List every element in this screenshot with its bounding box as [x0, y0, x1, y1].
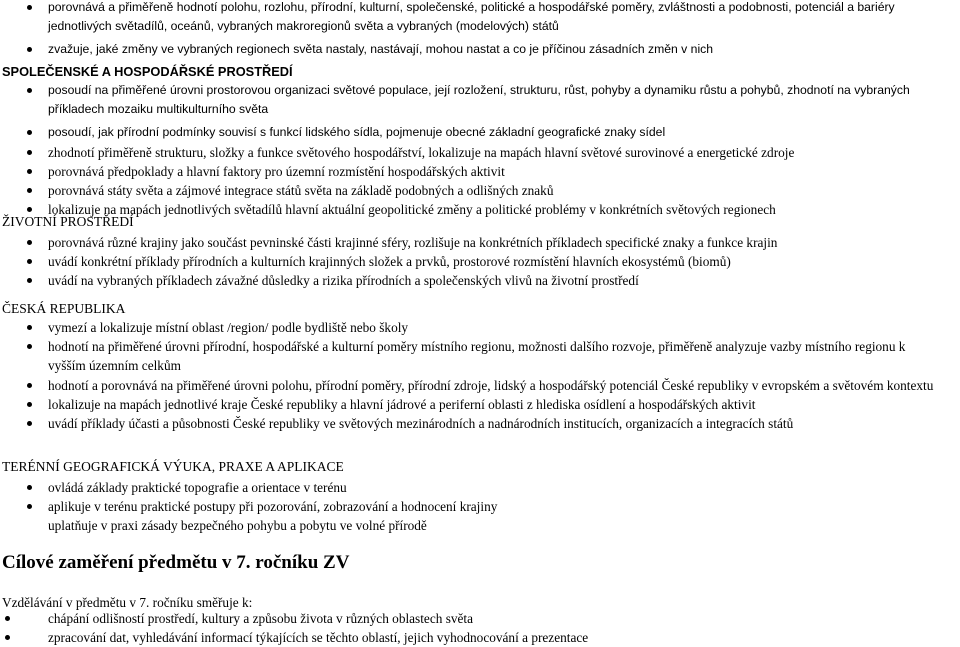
list-item: aplikuje v terénu praktické postupy při pozorování, zobrazování a hodnocení krajiny	[0, 497, 960, 516]
list-item: zpracování dat, vyhledávání informací týkajících se těchto oblastí, jejich vyhodnocování a prezentace	[0, 628, 960, 647]
goal-intro: Vzdělávání v předmětu v 7. ročníku směřuje k:	[2, 595, 253, 610]
section-heading-environment: ŽIVOTNÍ PROSTŘEDÍ	[2, 214, 134, 229]
list-item: hodnotí a porovnává na přiměřené úrovni polohu, přírodní poměry, přírodní zdroje, lidský a hospodářský potenciál České republiky v evropském a světovém kontextu	[0, 376, 960, 395]
list-item: lokalizuje na mapách jednotlivých světadílů hlavní aktuální geopolitické změny a politické problémy v konkrétních světových regionech	[0, 200, 960, 219]
list-item: lokalizuje na mapách jednotlivé kraje České republiky a hlavní jádrové a periferní oblasti z hlediska osídlení a hospodářských aktivit	[0, 395, 960, 414]
list-item: uvádí příklady účasti a působnosti České republiky ve světových mezinárodních a nadnárodních institucích, organizacích a integracích států	[0, 414, 960, 433]
list-item: posoudí na přiměřené úrovni prostorovou organizaci světové populace, její rozložení, strukturu, růst, pohyby a dynamiku růstu a pohybů, zhodnotí na vybraných příkladech mozaiku multikulturního světa	[0, 81, 960, 119]
list-item: ovládá základy praktické topografie a orientace v terénu	[0, 478, 960, 497]
goal-heading: Cílové zaměření předmětu v 7. ročníku ZV	[2, 552, 350, 573]
list-item: zvažuje, jaké změny ve vybraných regionech světa nastaly, nastávají, mohou nastat a co je příčinou zásadních změn v nich	[0, 40, 960, 59]
social-list	[0, 81, 960, 219]
section-heading-social: SPOLEČENSKÉ A HOSPODÁŘSKÉ PROSTŘEDÍ	[2, 64, 293, 79]
field-list	[0, 478, 960, 536]
czech-republic-list	[0, 318, 960, 433]
list-item: chápání odlišností prostředí, kultury a způsobu života v různých oblastech světa	[0, 609, 960, 628]
list-item: porovnává předpoklady a hlavní faktory pro územní rozmístění hospodářských aktivit	[0, 162, 960, 181]
list-item: posoudí, jak přírodní podmínky souvisí s funkcí lidského sídla, pojmenuje obecné základní geografické znaky sídel	[0, 123, 960, 142]
section-heading-czech-republic: ČESKÁ REPUBLIKA	[2, 301, 126, 316]
section-heading-field: TERÉNNÍ GEOGRAFICKÁ VÝUKA, PRAXE A APLIKACE	[2, 459, 344, 474]
list-item: zhodnotí přiměřeně strukturu, složky a funkce světového hospodářství, lokalizuje na mapách hlavní světové surovinové a energetické zdroje	[0, 143, 960, 162]
list-item: uvádí konkrétní příklady přírodních a kulturních krajinných složek a prvků, prostorové rozmístění hlavních ekosystémů (biomů)	[0, 252, 960, 271]
list-item: porovnává a přiměřeně hodnotí polohu, rozlohu, přírodní, kulturní, společenské, politické a hospodářské poměry, zvláštnosti a podobnosti, potenciál a bariéry jednotlivých světadílů, oceánů, vybraných makroregionů světa a vybraných (modelových) států	[0, 0, 960, 36]
goal-list	[0, 609, 960, 647]
list-item: porovnává různé krajiny jako součást pevninské části krajinné sféry, rozlišuje na konkrétních příkladech specifické znaky a funkce krajin	[0, 233, 960, 252]
geography-intro-list	[0, 0, 960, 59]
list-item: hodnotí na přiměřené úrovni přírodní, hospodářské a kulturní poměry místního regionu, možnosti dalšího rozvoje, přiměřeně analyzuje vazby místního regionu k vyšším územním celkům	[0, 337, 960, 375]
list-item: vymezí a lokalizuje místní oblast /region/ podle bydliště nebo školy	[0, 318, 960, 337]
list-item: porovnává státy světa a zájmové integrace států světa na základě podobných a odlišných znaků	[0, 181, 960, 200]
list-item: uvádí na vybraných příkladech závažné důsledky a rizika přírodních a společenských vlivů na životní prostředí	[0, 271, 960, 290]
environment-list	[0, 233, 960, 291]
list-item: uplatňuje v praxi zásady bezpečného pohybu a pobytu ve volné přírodě	[48, 518, 427, 534]
